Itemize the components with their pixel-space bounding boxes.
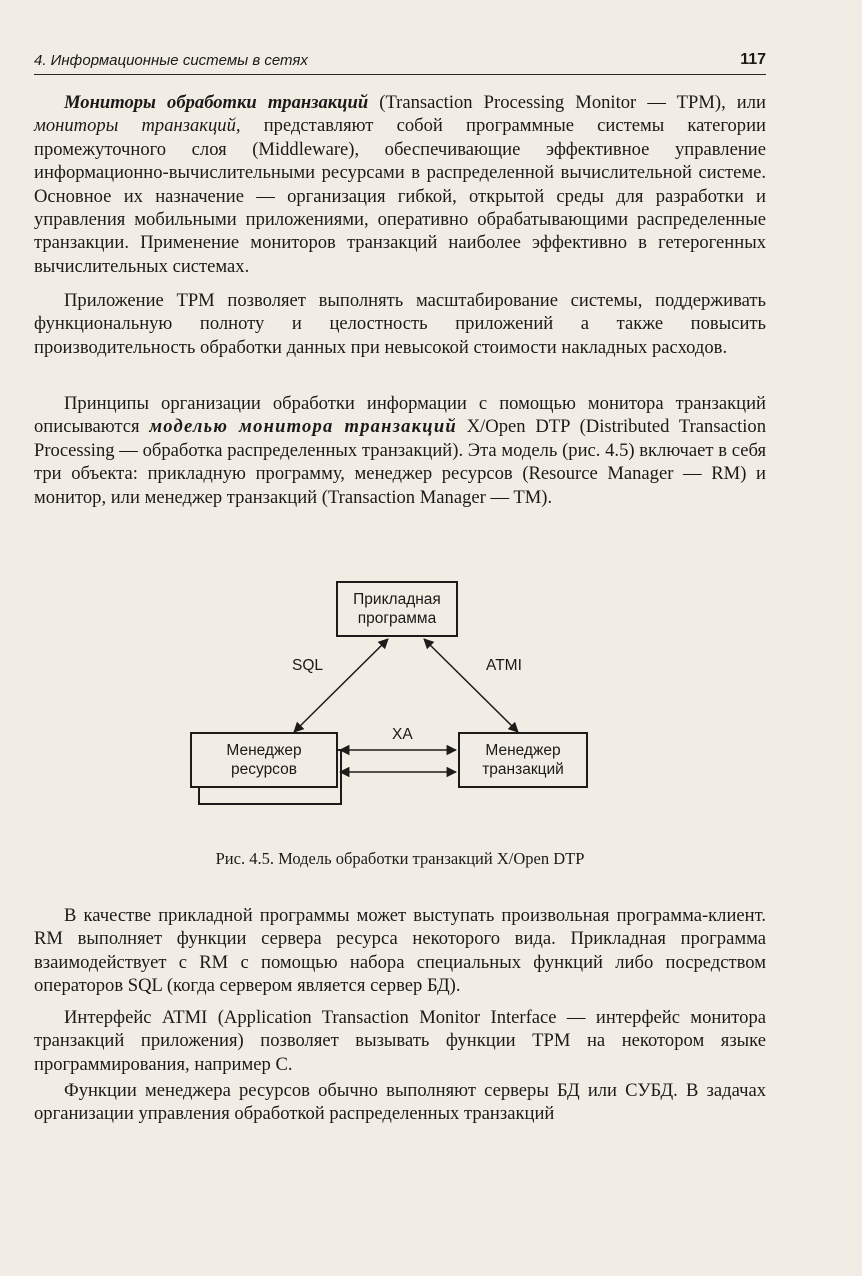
paragraph-text: представляют собой программные системы категории промежуточного слоя (Middleware), обеспечивающие эффективное управление информационно-вычислительными ресурсами в распределенной вычислительной системе. Основное их назначение — организация гибкой, открытой среды для разработки и управления мобильными приложениями, оперативно обрабатывающими распределенные транзакции. Применение мониторов транзакций наиболее эффективно в гетерогенных вычислительных системах. [34,115,766,277]
xa-label: XA [392,726,413,743]
paragraph-text: Принципы организации обработки информации с помощью монитора транзакций описываются [34,393,766,438]
atmi-label: ATMI [486,657,522,674]
paragraph-text: (Transaction Processing Monitor — TPM), или [368,92,766,113]
atmi-arrow [424,639,518,732]
term-transaction-monitors: мониторы транзакций, [34,115,241,137]
resource-manager-box [190,732,338,788]
running-header [34,50,766,75]
paragraph-dtp-model [34,392,766,509]
transaction-manager-box [458,732,588,788]
box-label: транзакций [482,761,564,778]
paragraph-text: X/Open DTP (Distributed Transaction Processing — обработка распределенных транзакций). Эта модель (рис. 4.5) включает в себя три объекта: прикладную программу, менеджер ресурсов (Resource Manager — RM) и монитор, или менеджер транзакций (Transaction Manager — TM). [34,416,766,508]
paragraph-tpm-definition [34,91,766,278]
chapter-title: 4. Информационные системы в сетях [34,52,308,69]
box-label: программа [357,610,437,627]
dtp-model-diagram [190,575,610,815]
box-label: Прикладная [353,591,441,608]
paragraph-atmi: Интерфейс ATMI (Application Transaction Monitor Interface — интерфейс монитора транзакций приложения) позволяет вызывать функции TPM на некотором языке программирования, например С. [34,1007,766,1075]
paragraph-application-program: В качестве прикладной программы может выступать произвольная программа-клиент. RM выполняет функции сервера ресурса некоторого вида. Прикладная программа взаимодействует с RM с помощью набора специальных функций либо посредством операторов SQL (когда сервером является сервер БД). [34,905,766,997]
figure-caption: Рис. 4.5. Модель обработки транзакций X/Open DTP [215,849,585,868]
sql-arrow [294,639,388,732]
sql-label: SQL [292,657,324,674]
paragraph-tpm-application: Приложение TPM позволяет выполнять масштабирование системы, поддерживать функциональную полноту и целостность приложений а также повысить производительность обработки данных при невысокой стоимости накладных расходов. [34,290,766,358]
term-tpm: Мониторы обработки транзакций [64,92,369,113]
box-label: ресурсов [231,761,297,778]
application-program-box [336,581,458,637]
box-label: Менеджер [485,742,561,759]
page-number: 117 [740,51,766,68]
term-model: моделью монитора транзакций [149,416,457,438]
box-label: Менеджер [226,742,302,759]
paragraph-resource-managers: Функции менеджера ресурсов обычно выполняют серверы БД или СУБД. В задачах организации управления обработкой распределенных транзакций [34,1080,766,1125]
